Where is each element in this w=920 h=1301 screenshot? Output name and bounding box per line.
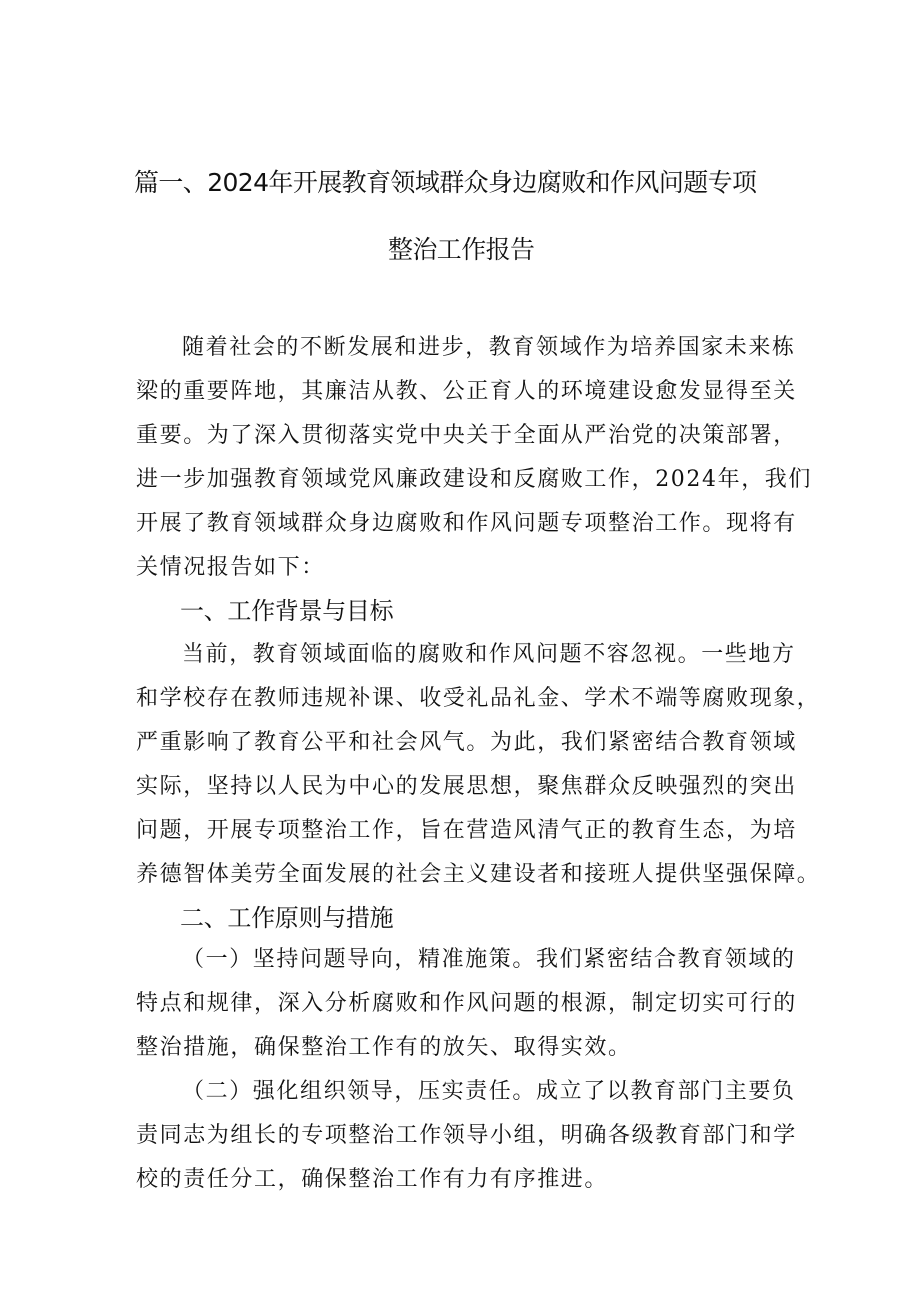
intro-line: 进一步加强教育领域党风廉政建设和反腐败工作，2024年，我们 xyxy=(136,467,812,492)
intro-line: 关情况报告如下： xyxy=(136,555,325,580)
intro-line: 梁的重要阵地，其廉洁从教、公正育人的环境建设愈发显得至关 xyxy=(136,379,797,404)
section-2-item-2-line: 责同志为组长的专项整治工作领导小组，明确各级教育部门和学 xyxy=(136,1123,797,1148)
section-1-line: 当前，教育领域面临的腐败和作风问题不容忽视。一些地方 xyxy=(182,642,796,667)
section-1-line: 和学校存在教师违规补课、收受礼品礼金、学术不端等腐败现象， xyxy=(136,686,821,711)
section-2-item-2-line: 校的责任分工，确保整治工作有力有序推进。 xyxy=(136,1167,609,1192)
section-1-line: 实际，坚持以人民为中心的发展思想，聚焦群众反映强烈的突出 xyxy=(136,774,797,799)
intro-line: 开展了教育领域群众身边腐败和作风问题专项整治工作。现将有 xyxy=(136,511,797,536)
section-1-heading: 一、工作背景与目标 xyxy=(180,597,394,625)
section-1-line: 严重影响了教育公平和社会风气。为此，我们紧密结合教育领域 xyxy=(136,730,797,755)
section-2-item-2-line: （二）强化组织领导，压实责任。成立了以教育部门主要负 xyxy=(182,1079,796,1104)
report-title-line-1: 篇一、2024年开展教育领域群众身边腐败和作风问题专项 xyxy=(134,168,757,197)
section-1-line: 养德智体美劳全面发展的社会主义建设者和接班人提供坚强保障。 xyxy=(136,862,821,887)
intro-line: 重要。为了深入贯彻落实党中央关于全面从严治党的决策部署， xyxy=(136,423,797,448)
intro-line: 随着社会的不断发展和进步，教育领域作为培养国家未来栋 xyxy=(182,335,796,360)
section-1-line: 问题，开展专项整治工作，旨在营造风清气正的教育生态，为培 xyxy=(136,818,797,843)
section-2-item-1-line: 整治措施，确保整治工作有的放矢、取得实效。 xyxy=(136,1035,632,1060)
section-2-heading: 二、工作原则与措施 xyxy=(180,904,394,932)
section-2-item-1-line: （一）坚持问题导向，精准施策。我们紧密结合教育领域的 xyxy=(182,947,796,972)
section-2-item-1-line: 特点和规律，深入分析腐败和作风问题的根源，制定切实可行的 xyxy=(136,991,797,1016)
report-title-line-2: 整治工作报告 xyxy=(388,235,535,264)
